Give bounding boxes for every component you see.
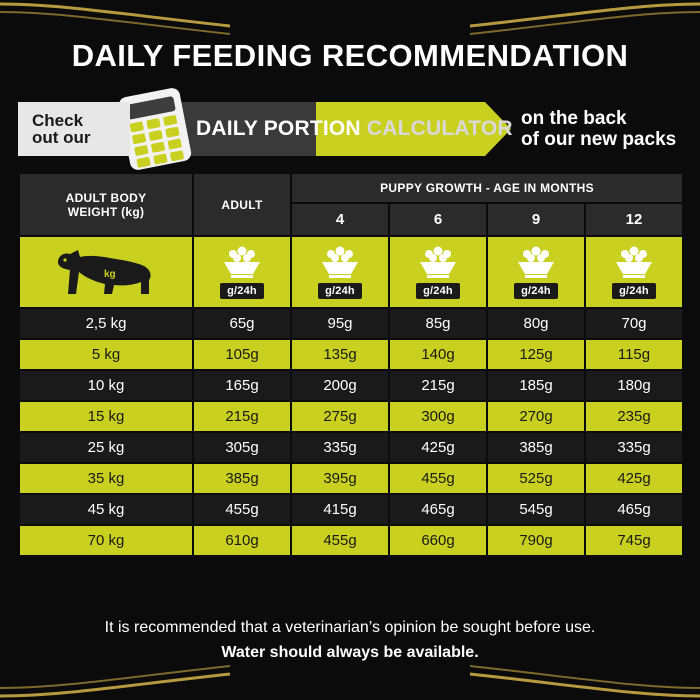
row-weight: 10 kg <box>19 370 193 401</box>
row-value-adult: 215g <box>193 401 291 432</box>
table-header-row-1 <box>19 173 683 203</box>
header-puppy-growth: PUPPY GROWTH - AGE IN MONTHS <box>291 173 683 203</box>
row-value-month-9: 545g <box>487 494 585 525</box>
row-weight: 45 kg <box>19 494 193 525</box>
row-value-month-6: 300g <box>389 401 487 432</box>
bowl-cell-adult <box>193 236 291 308</box>
row-value-month-12: 180g <box>585 370 683 401</box>
row-value-month-4: 335g <box>291 432 389 463</box>
unit-label: g/24h <box>514 283 558 299</box>
table-row <box>19 463 683 494</box>
unit-label: g/24h <box>416 283 460 299</box>
row-value-month-9: 80g <box>487 308 585 339</box>
footer-line-2: Water should always be available. <box>221 644 479 661</box>
table-icon-row <box>19 236 683 308</box>
kg-badge: kg <box>100 268 120 281</box>
row-value-month-6: 215g <box>389 370 487 401</box>
row-value-adult: 105g <box>193 339 291 370</box>
check-line-2: out our <box>32 128 91 147</box>
check-line-1: Check <box>32 111 84 130</box>
calculator-banner <box>18 102 682 156</box>
row-weight: 15 kg <box>19 401 193 432</box>
food-bowl-icon <box>611 246 657 280</box>
row-value-adult: 455g <box>193 494 291 525</box>
row-value-month-9: 525g <box>487 463 585 494</box>
row-weight: 5 kg <box>19 339 193 370</box>
header-adult-body-weight <box>19 173 193 236</box>
row-value-month-4: 200g <box>291 370 389 401</box>
bowl-cell-month-9 <box>487 236 585 308</box>
calculator-keys <box>130 115 186 168</box>
row-value-month-6: 465g <box>389 494 487 525</box>
row-value-month-12: 235g <box>585 401 683 432</box>
unit-label: g/24h <box>220 283 264 299</box>
table-row <box>19 401 683 432</box>
row-value-adult: 165g <box>193 370 291 401</box>
header-weight-line-1: ADULT BODY <box>65 190 147 205</box>
row-value-month-9: 385g <box>487 432 585 463</box>
row-weight: 35 kg <box>19 463 193 494</box>
banner-tail-line-1: on the back <box>521 108 627 129</box>
row-value-month-12: 425g <box>585 463 683 494</box>
row-value-month-4: 395g <box>291 463 389 494</box>
table-row <box>19 525 683 556</box>
table-row <box>19 432 683 463</box>
row-value-month-6: 425g <box>389 432 487 463</box>
row-value-month-6: 660g <box>389 525 487 556</box>
header-month-9: 9 <box>487 203 585 236</box>
table-row <box>19 308 683 339</box>
row-value-month-9: 185g <box>487 370 585 401</box>
check-out-our-tab <box>18 102 130 156</box>
row-value-month-6: 140g <box>389 339 487 370</box>
bowl-cell-month-4 <box>291 236 389 308</box>
row-value-month-4: 275g <box>291 401 389 432</box>
feeding-table <box>18 172 684 557</box>
header-adult: ADULT <box>193 173 291 236</box>
row-value-month-6: 85g <box>389 308 487 339</box>
row-value-month-4: 95g <box>291 308 389 339</box>
row-value-month-9: 125g <box>487 339 585 370</box>
table-row <box>19 339 683 370</box>
calculator-label <box>196 117 513 141</box>
row-weight: 2,5 kg <box>19 308 193 339</box>
row-value-month-4: 135g <box>291 339 389 370</box>
row-value-month-9: 790g <box>487 525 585 556</box>
row-value-adult: 305g <box>193 432 291 463</box>
food-bowl-icon <box>415 246 461 280</box>
calculator-label-light: CALCULATOR <box>366 117 513 140</box>
table-row <box>19 370 683 401</box>
row-value-month-4: 455g <box>291 525 389 556</box>
food-bowl-icon <box>513 246 559 280</box>
row-value-month-4: 415g <box>291 494 389 525</box>
row-value-month-12: 465g <box>585 494 683 525</box>
daily-portion-calculator-strip[interactable] <box>130 102 513 156</box>
calculator-label-strong: DAILY PORTION <box>196 117 361 140</box>
unit-label: g/24h <box>318 283 362 299</box>
row-weight: 25 kg <box>19 432 193 463</box>
footer-line-1: It is recommended that a veterinarian’s opinion be sought before use. <box>104 619 596 636</box>
row-value-month-12: 115g <box>585 339 683 370</box>
row-value-month-12: 335g <box>585 432 683 463</box>
row-value-month-9: 270g <box>487 401 585 432</box>
food-bowl-icon <box>317 246 363 280</box>
header-month-12: 12 <box>585 203 683 236</box>
table-row <box>19 494 683 525</box>
row-value-adult: 610g <box>193 525 291 556</box>
banner-tail-line-2: of our new packs <box>521 129 677 150</box>
footer-note <box>0 616 700 700</box>
row-value-adult: 65g <box>193 308 291 339</box>
banner-tail-text <box>521 108 676 150</box>
food-bowl-icon <box>219 246 265 280</box>
row-value-month-6: 455g <box>389 463 487 494</box>
bowl-cell-month-6 <box>389 236 487 308</box>
header-weight-line-2: WEIGHT (kg) <box>67 204 145 219</box>
row-value-month-12: 70g <box>585 308 683 339</box>
row-weight: 70 kg <box>19 525 193 556</box>
header-month-4: 4 <box>291 203 389 236</box>
page-title: DAILY FEEDING RECOMMENDATION <box>71 38 629 73</box>
header-month-6: 6 <box>389 203 487 236</box>
row-value-month-12: 745g <box>585 525 683 556</box>
row-value-adult: 385g <box>193 463 291 494</box>
unit-label: g/24h <box>612 283 656 299</box>
bowl-cell-month-12 <box>585 236 683 308</box>
dog-icon <box>19 236 193 308</box>
